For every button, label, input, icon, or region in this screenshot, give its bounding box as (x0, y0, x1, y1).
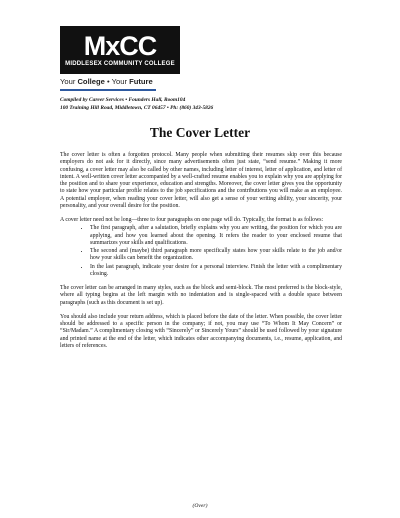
document-body (60, 152, 342, 357)
paragraph-intro: The cover letter is often a forgotten protocol. Many people when submitting their resumes skip over this because employers do not ask for it directly, since many advertisements often just state, “send resume.” Making it more confusing, a cover letter may also be called by other names, including letter of interest, letter of application, and letter of intent. A well-written cover letter accompanied by a well-crafted resume enables you to explain why you are applying for the position and to share your experience, education and strengths. Moreover, the cover letter gives you the opportunity to state how your particular profile relates to the job specifications and the contributions you will make as an employee. A potential employer, when reading your cover letter, will also get a sense of your writing ability, your sincerity, your personality, and your overall desire for the position. (60, 152, 342, 209)
credit-block (60, 97, 213, 112)
logo-accent-rule (60, 89, 156, 91)
page-footer: (Over) (192, 503, 208, 509)
college-logo (60, 26, 180, 86)
list-item: • The second and (maybe) third paragraph more specifically states how your skills relate to the job and/or how your skills can benefit the organization. (90, 248, 342, 263)
credit-line-2: 100 Training Hill Road, Middletown, CT 06457 • Ph: (860) 343-5826 (60, 104, 214, 111)
document-title: The Cover Letter (149, 125, 251, 140)
logo-mark: MxCC (83, 30, 157, 61)
paragraph-format: A cover letter need not be long—three to four paragraphs on one page will do. Typically, the format is as follows: (60, 217, 324, 223)
tagline-bold-1: College (77, 77, 105, 86)
paragraph-address: You should also include your return address, which is placed before the date of the letter. When possible, the cover letter should be addressed to a specific person in the company; if not, you may use “To Whom It May Concern” or “Sir/Madam.” A complimentary closing with “Sincerely” or Sincerely Yours” should be used followed by your signature and printed name at the end of the letter, which indicates other accompanying documents, i.e., resume, application, and letters of references. (60, 313, 342, 349)
logo-college-name: MIDDLESEX COMMUNITY COLLEGE (65, 60, 175, 67)
paragraph-styles: The cover letter can be arranged in many styles, such as the block and semi-block. The most preferred is the block-style, where all typing begins at the left margin with no indentation and is single-spaced with a double space between paragraphs (such as this document is set up). (60, 285, 342, 306)
credit-line-1: Compiled by Career Services • Founders Hall, Room104 (60, 97, 186, 103)
format-list (60, 225, 342, 278)
list-item: • The first paragraph, after a salutation, briefly explains why you are writing, the position for which you are applying, and how you learned about the opening. It refers the reader to your enclosed resume that summarizes your skills and qualifications. (90, 225, 342, 247)
logo-block (60, 26, 180, 74)
list-item: • In the last paragraph, indicate your desire for a personal interview. Finish the letter with a complimentary closing. (90, 264, 342, 279)
tagline-text-2: • Your (104, 77, 130, 86)
tagline-bold-2: Future (129, 77, 153, 86)
logo-tagline (60, 77, 180, 86)
tagline-text-1: Your (60, 77, 78, 86)
